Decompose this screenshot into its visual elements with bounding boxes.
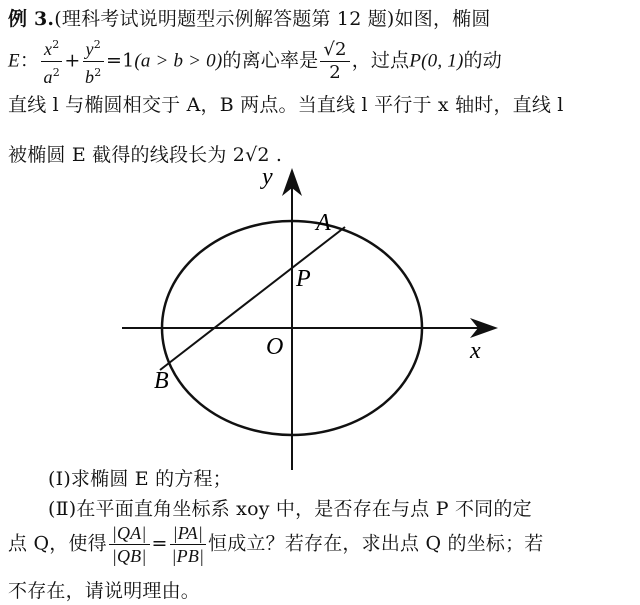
sq-x: 2 xyxy=(52,38,60,51)
q2-pre: 点 Q，使得 xyxy=(8,532,107,555)
question-1: (Ⅰ)求椭圆 E 的方程； xyxy=(48,468,232,490)
y-axis-label: y xyxy=(262,164,273,190)
problem-line-3: 直线 l 与椭圆相交于 A，B 两点。当直线 l 平行于 x 轴时，直线 l xyxy=(8,94,564,116)
colon: ： xyxy=(19,49,40,72)
moving-text: 的动 xyxy=(463,49,502,72)
sq-b: 2 xyxy=(94,66,102,79)
y-var: y xyxy=(85,39,94,59)
problem-line-4: 被椭圆 E 截得的线段长为 2√2 . xyxy=(8,144,283,166)
via-point: ，过点 xyxy=(351,49,410,72)
point-b-label: B xyxy=(154,368,169,394)
equals-one: =1 xyxy=(105,49,135,72)
condition: (a > b > 0) xyxy=(134,50,223,72)
secant-line xyxy=(160,227,345,370)
frac1-den: |QB| xyxy=(111,546,147,566)
question-2-line-1: (Ⅱ)在平面直角坐标系 xoy 中，是否存在与点 P 不同的定 xyxy=(48,498,532,520)
a-var: a xyxy=(43,67,53,87)
point-p: P(0, 1) xyxy=(409,50,464,72)
x-axis-label: x xyxy=(470,338,481,364)
example-label: 例 3. xyxy=(8,8,55,30)
frac2-num: |PA| xyxy=(170,522,206,545)
question-2-line-2 xyxy=(8,522,544,567)
ecc-denominator: 2 xyxy=(329,62,341,83)
problem-source: (理科考试说明题型示例解答题第 12 题) xyxy=(54,8,395,30)
equals-sign: = xyxy=(151,532,168,555)
point-a-label: A xyxy=(316,210,331,236)
question-2-line-3: 不存在，请说明理由。 xyxy=(8,580,201,602)
point-p-label: P xyxy=(296,266,311,292)
x-var: x xyxy=(44,39,53,59)
frac2-den: |PB| xyxy=(171,546,205,566)
line1-tail: 如图，椭圆 xyxy=(394,8,491,30)
frac1-num: |QA| xyxy=(109,522,150,545)
pa-over-pb xyxy=(170,522,206,567)
problem-line-2: E： $\frac{x^2}{a^2}$ + $\frac{y^2}{b^2}$ =1(a > b > 0)的离心率是 $\frac{√2}{2}$ ，过点P(0, 1)的动 xyxy=(8,34,502,89)
qa-over-qb xyxy=(109,522,150,567)
sq-a: 2 xyxy=(52,66,60,79)
eccentricity-text: 的离心率是 xyxy=(222,49,319,72)
b-var: b xyxy=(85,67,95,87)
ellipse-name: E xyxy=(8,50,20,72)
sq-y: 2 xyxy=(93,38,101,51)
origin-label: O xyxy=(266,334,284,360)
ecc-numerator: √2 xyxy=(320,39,349,62)
q2-post: 恒成立？若存在，求出点 Q 的坐标；若 xyxy=(208,532,544,555)
